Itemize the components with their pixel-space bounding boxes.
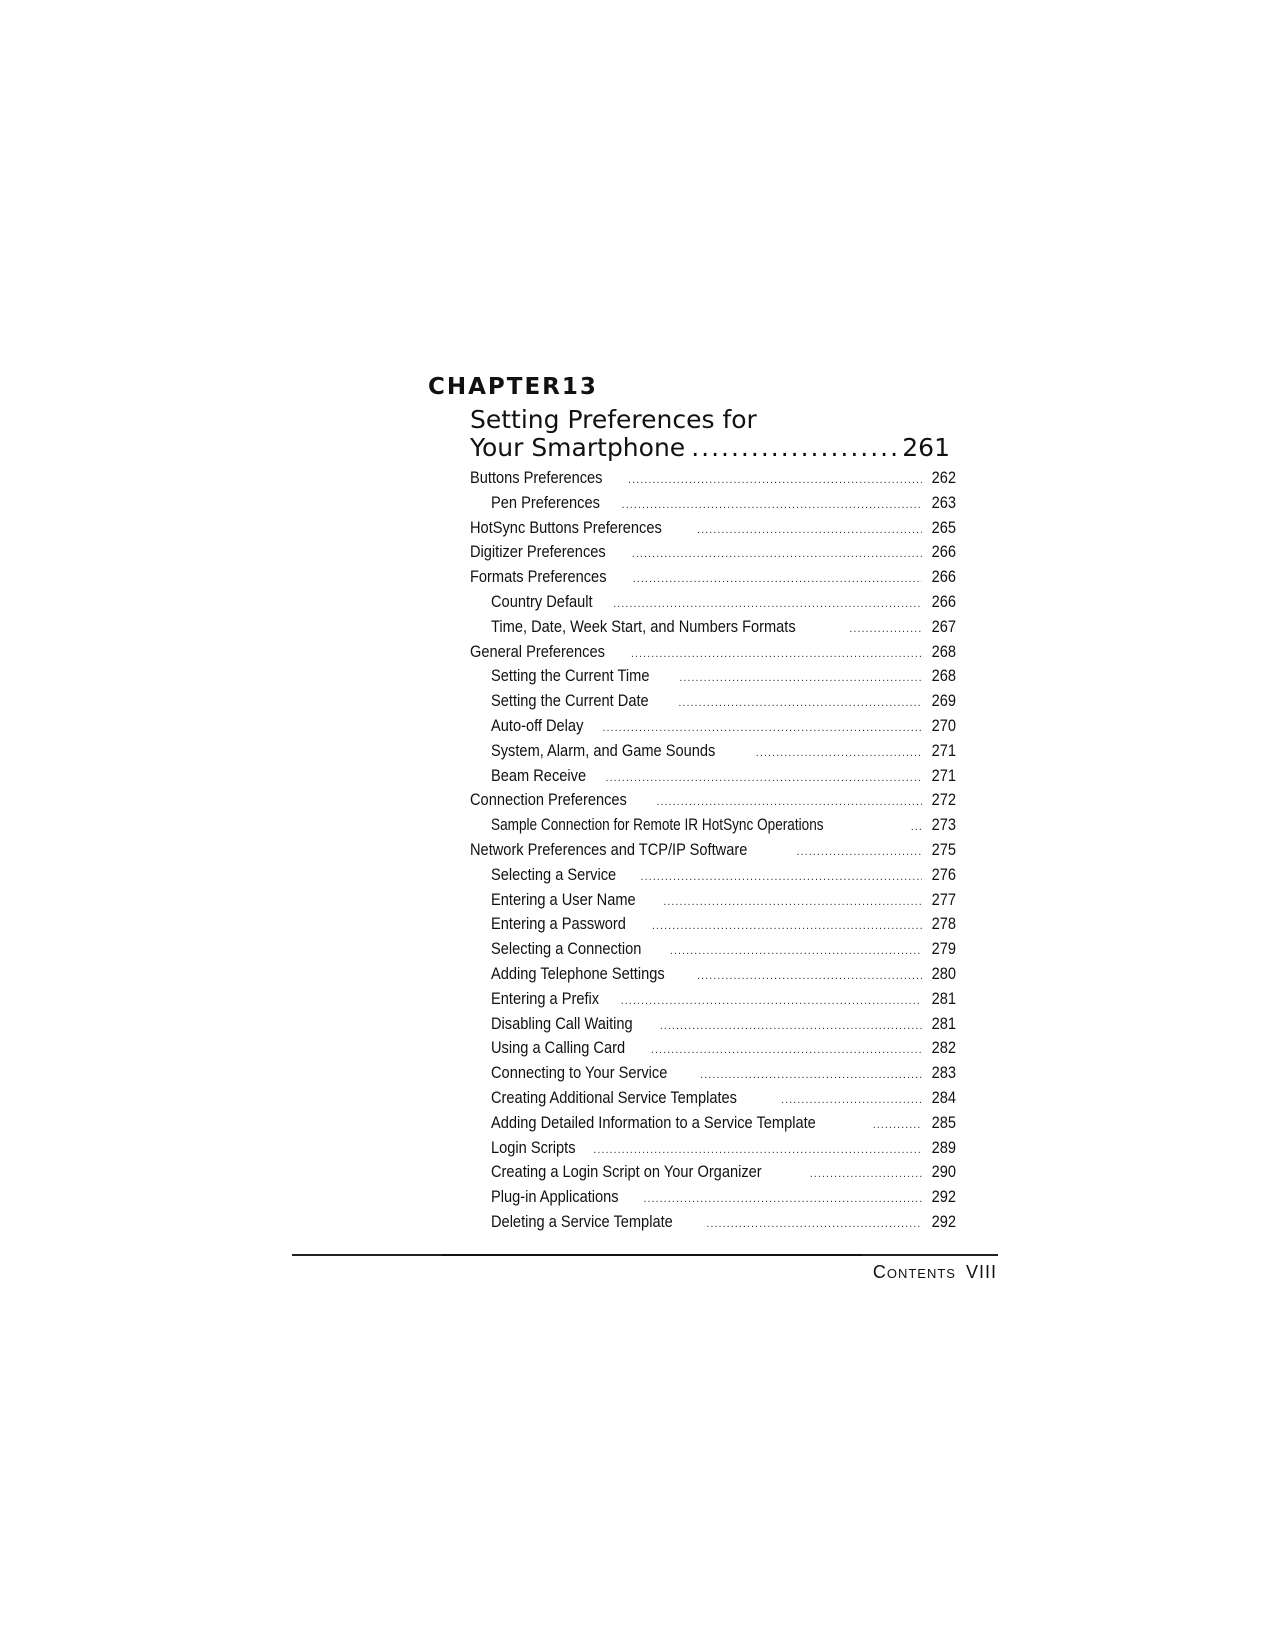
toc-entry	[470, 691, 956, 716]
dot-leader	[700, 1069, 922, 1081]
toc-entry-title: Sample Connection for Remote IR HotSync Operations	[491, 815, 824, 835]
toc-entry-title: Country Default	[491, 591, 593, 611]
toc-entry	[470, 1088, 956, 1113]
dot-leader	[631, 648, 922, 660]
toc-entry-title: HotSync Buttons Preferences	[470, 517, 662, 537]
toc-entry-page: 284	[931, 1087, 956, 1107]
toc-entry-title: Time, Date, Week Start, and Numbers Formats	[491, 616, 796, 636]
toc-entry-title: Digitizer Preferences	[470, 542, 606, 562]
dot-leader	[670, 945, 922, 957]
toc-entry-title: Selecting a Connection	[491, 939, 642, 959]
toc-entry	[470, 542, 956, 567]
toc-entry	[470, 865, 956, 890]
toc-entry-page: 292	[931, 1211, 956, 1231]
toc-entry	[470, 989, 956, 1014]
toc-entry	[470, 1063, 956, 1088]
toc-entry	[470, 716, 956, 741]
toc-entry-page: 281	[931, 1013, 956, 1033]
toc-list	[470, 468, 956, 1237]
footer-section: Contents	[872, 1262, 956, 1282]
toc-entry-title: Entering a User Name	[491, 889, 636, 909]
toc-entry	[470, 592, 956, 617]
toc-entry-page: 263	[931, 492, 956, 512]
chapter-title-text: Your Smartphone	[470, 433, 686, 462]
toc-entry-title: Buttons Preferences	[470, 468, 603, 487]
toc-entry	[470, 890, 956, 915]
dot-leader	[641, 871, 922, 883]
toc-entry	[470, 1187, 956, 1212]
dot-leader	[660, 1020, 922, 1032]
toc-entry-page: 272	[931, 790, 956, 810]
toc-entry-page: 285	[931, 1112, 956, 1132]
toc-entry	[470, 939, 956, 964]
toc-entry-title: Formats Preferences	[470, 567, 607, 587]
dot-leader	[849, 623, 922, 635]
toc-entry	[470, 766, 956, 791]
toc-entry-title: Login Scripts	[491, 1137, 576, 1157]
toc-entry-page: 262	[931, 468, 956, 487]
toc-entry	[470, 1138, 956, 1163]
toc-entry-page: 279	[931, 939, 956, 959]
chapter-label: CHAPTER13	[428, 374, 598, 400]
toc-entry-title: Beam Receive	[491, 765, 587, 785]
toc-entry	[470, 914, 956, 939]
toc-entry-title: Network Preferences and TCP/IP Software	[470, 839, 748, 859]
toc-entry-page: 281	[931, 988, 956, 1008]
dot-leader	[911, 821, 922, 833]
toc-entry-page: 289	[931, 1137, 956, 1157]
dot-leader	[602, 722, 922, 734]
toc-entry	[470, 964, 956, 989]
toc-entry-page: 277	[931, 889, 956, 909]
dot-leader	[663, 896, 922, 908]
toc-entry-title: Setting the Current Time	[491, 666, 650, 686]
toc-entry-title: Adding Detailed Information to a Service Template	[491, 1112, 816, 1132]
chapter-title	[470, 406, 950, 462]
dot-leader	[622, 499, 922, 511]
dot-leader	[606, 772, 922, 784]
dot-leader	[797, 846, 922, 858]
dot-leader	[706, 1218, 922, 1230]
dot-leader	[781, 1094, 922, 1106]
dot-leader	[593, 1144, 922, 1156]
toc-entry-page: 273	[931, 815, 956, 835]
toc-entry-page: 267	[931, 616, 956, 636]
toc-entry-page: 280	[931, 963, 956, 983]
toc-entry-title: General Preferences	[470, 641, 605, 661]
toc-entry-title: Plug-in Applications	[491, 1187, 619, 1207]
toc-entry-title: System, Alarm, and Game Sounds	[491, 740, 716, 760]
toc-entry	[470, 1038, 956, 1063]
toc-entry-title: Entering a Password	[491, 914, 626, 934]
toc-entry	[470, 468, 956, 493]
toc-entry-title: Selecting a Service	[491, 864, 617, 884]
toc-entry-title: Pen Preferences	[491, 492, 600, 512]
toc-entry-page: 265	[931, 517, 956, 537]
toc-entry-title: Deleting a Service Template	[491, 1211, 673, 1231]
toc-entry	[470, 1113, 956, 1138]
toc-entry-title: Setting the Current Date	[491, 691, 649, 711]
dot-leader	[810, 1168, 922, 1180]
dot-leader	[651, 1044, 922, 1056]
toc-entry-title: Creating Additional Service Templates	[491, 1087, 737, 1107]
toc-entry-page: 266	[931, 567, 956, 587]
dot-leader	[756, 747, 922, 759]
toc-entry	[470, 1162, 956, 1187]
toc-entry-page: 283	[931, 1063, 956, 1083]
toc-entry-title: Disabling Call Waiting	[491, 1013, 633, 1033]
toc-entry	[470, 493, 956, 518]
toc-entry-page: 268	[931, 641, 956, 661]
dot-leader	[633, 573, 922, 585]
toc-entry-page: 266	[931, 542, 956, 562]
running-footer	[873, 1262, 997, 1283]
toc-entry	[470, 815, 956, 840]
dot-leader	[873, 1119, 922, 1131]
toc-entry	[470, 1014, 956, 1039]
toc-entry	[470, 617, 956, 642]
dot-leader	[652, 920, 922, 932]
toc-entry-title: Using a Calling Card	[491, 1038, 626, 1058]
dot-leader	[621, 995, 922, 1007]
toc-entry	[470, 840, 956, 865]
toc-entry	[470, 741, 956, 766]
toc-entry	[470, 642, 956, 667]
toc-entry	[470, 790, 956, 815]
toc-entry	[470, 1212, 956, 1237]
toc-entry-page: 271	[931, 765, 956, 785]
toc-entry-title: Auto-off Delay	[491, 715, 584, 735]
footer-page-number: VIII	[965, 1262, 997, 1282]
toc-entry-page: 276	[931, 864, 956, 884]
toc-entry	[470, 518, 956, 543]
chapter-title-line1: Setting Preferences for	[470, 405, 757, 434]
toc-entry-title: Creating a Login Script on Your Organizer	[491, 1162, 762, 1182]
chapter-title-line2	[470, 434, 950, 462]
toc-entry-page: 269	[931, 691, 956, 711]
toc-entry-page: 292	[931, 1187, 956, 1207]
dot-leader	[691, 434, 896, 462]
toc-entry-page: 282	[931, 1038, 956, 1058]
dot-leader	[678, 697, 922, 709]
dot-leader	[697, 524, 922, 536]
dot-leader	[632, 548, 922, 560]
toc-entry-page: 275	[931, 839, 956, 859]
toc-entry-page: 266	[931, 591, 956, 611]
dot-leader	[656, 796, 922, 808]
toc-entry-title: Connection Preferences	[470, 790, 627, 810]
toc-entry-title: Entering a Prefix	[491, 988, 600, 1008]
toc-entry	[470, 666, 956, 691]
toc-entry-page: 290	[931, 1162, 956, 1182]
dot-leader	[628, 474, 922, 486]
toc-entry-title: Connecting to Your Service	[491, 1063, 668, 1083]
toc-entry-page: 271	[931, 740, 956, 760]
toc-entry-title: Adding Telephone Settings	[491, 963, 665, 983]
chapter-page-number: 261	[902, 433, 950, 462]
toc-entry-page: 268	[931, 666, 956, 686]
toc-entry	[470, 567, 956, 592]
dot-leader	[697, 970, 922, 982]
toc-entry-page: 278	[931, 914, 956, 934]
dot-leader	[613, 598, 922, 610]
dot-leader	[643, 1193, 922, 1205]
dot-leader	[679, 672, 922, 684]
toc-entry-page: 270	[931, 715, 956, 735]
footer-rule	[292, 1254, 998, 1256]
